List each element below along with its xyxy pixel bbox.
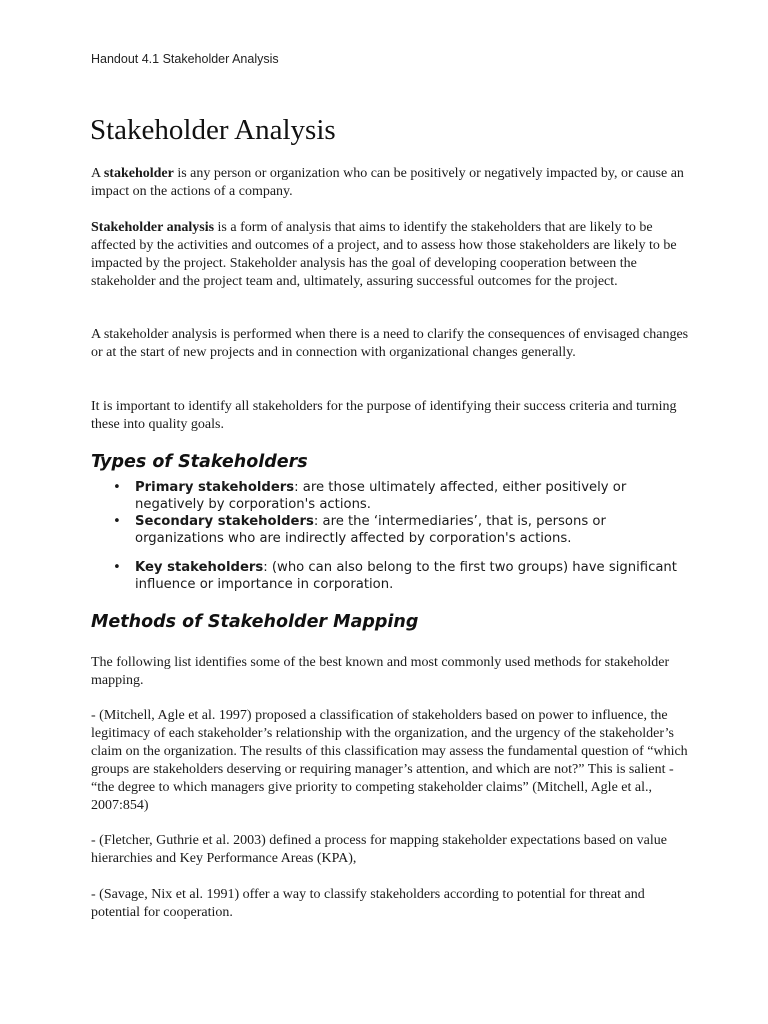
secondary-text: : are the ‘intermediaries’, that is, persons or organizations who are indirectly affected by corporation's actions. <box>135 514 606 546</box>
paragraph-importance: It is important to identify all stakeholders for the purpose of identifying their success criteria and turning these into quality goals. <box>91 399 677 432</box>
list-item-secondary <box>91 513 681 547</box>
paragraph-stakeholder-analysis <box>91 219 691 291</box>
term-key: Key stakeholders <box>135 560 264 575</box>
running-header: Handout 4.1 Stakeholder Analysis <box>91 52 279 66</box>
term-stakeholder: stakeholder <box>103 166 174 181</box>
list-item-key <box>91 559 681 593</box>
paragraph-savage: - (Savage, Nix et al. 1991) offer a way to classify stakeholders according to potential for threat and potential for cooperation. <box>91 887 645 920</box>
bullet-icon: • <box>113 514 121 529</box>
p1-rest: is any person or organization who can be positively or negatively impacted by, or cause an impact on the actions of a company. <box>91 166 684 199</box>
primary-text: : are those ultimately affected, either positively or negatively by corporation's actions. <box>135 480 627 512</box>
paragraph-mitchell: - (Mitchell, Agle et al. 1997) proposed a classification of stakeholders based on power to influence, the legitimacy of each stakeholder’s relationship with the organization, and the urgency of the stakeholder’s claim on the organization. The results of this classification may assess the fundamental question of “which groups are stakeholders deserving or requiring manager’s attention, and which are not?” This is salient - “the degree to which managers give priority to competing stakeholder claims” (Mitchell, Agle et al., 2007:854) <box>91 708 688 813</box>
p1-prefix: A <box>91 166 104 181</box>
stakeholder-types-list <box>91 479 681 593</box>
paragraph-when-performed: A stakeholder analysis is performed when there is a need to clarify the consequences of envisaged changes or at the start of new projects and in connection with organizational changes generally. <box>91 327 689 360</box>
term-secondary: Secondary stakeholders <box>135 514 314 529</box>
heading-methods-of-mapping: Methods of Stakeholder Mapping <box>91 612 419 632</box>
heading-types-of-stakeholders: Types of Stakeholders <box>91 452 308 472</box>
list-item-primary <box>91 479 681 513</box>
key-text: : (who can also belong to the first two groups) have significant influence or importance in corporation. <box>135 560 677 592</box>
page-title: Stakeholder Analysis <box>90 114 336 146</box>
paragraph-methods-intro: The following list identifies some of the best known and most commonly used methods for stakeholder mapping. <box>91 655 670 688</box>
p2-rest: is a form of analysis that aims to identify the stakeholders that are likely to be affected by the activities and outcomes of a project, and to assess how those stakeholders are likely to be impacted by the project. Stakeholder analysis has the goal of developing cooperation between the stakeholder and the project team and, ultimately, assuring successful outcomes for the project. <box>91 220 677 289</box>
term-stakeholder-analysis: Stakeholder analysis <box>91 220 215 235</box>
bullet-icon: • <box>113 480 121 495</box>
paragraph-fletcher: - (Fletcher, Guthrie et al. 2003) defined a process for mapping stakeholder expectations based on value hierarchies and Key Performance Areas (KPA), <box>91 833 667 866</box>
paragraph-stakeholder-definition <box>91 165 691 201</box>
term-primary: Primary stakeholders <box>135 480 295 495</box>
bullet-icon: • <box>113 560 121 575</box>
